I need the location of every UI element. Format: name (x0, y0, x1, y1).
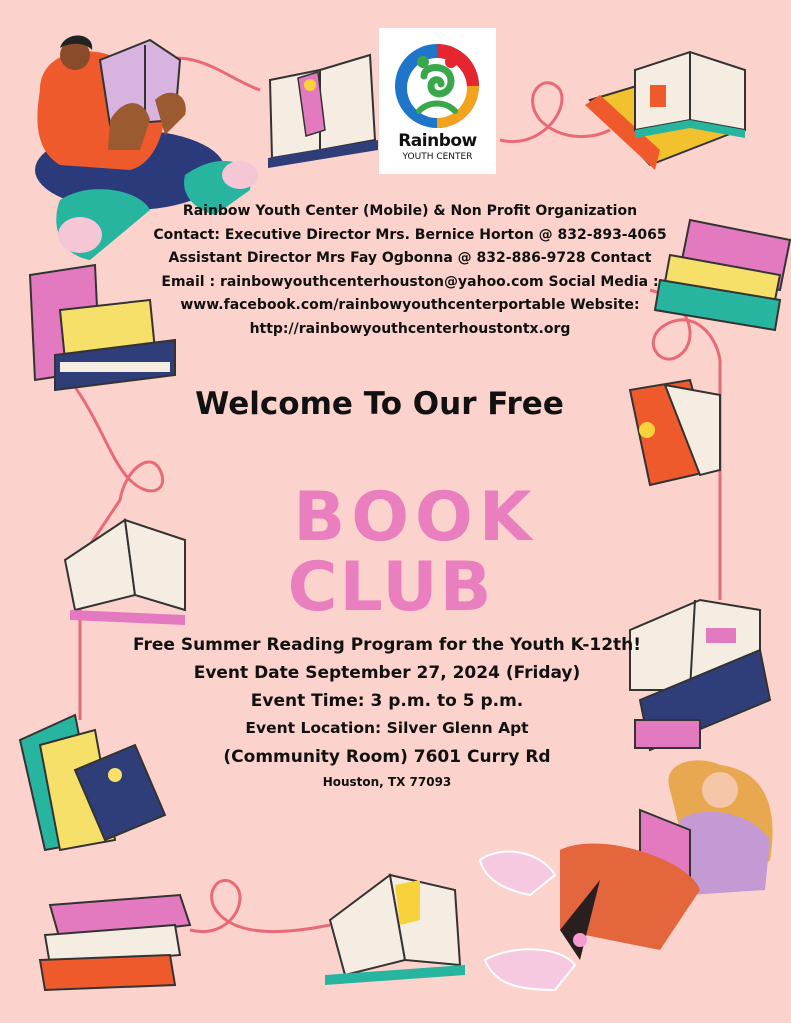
book-stack-bottom-left (40, 895, 190, 990)
logo-subtitle: YOUTH CENTER (402, 152, 473, 162)
contact-line: www.facebook.com/rainbowyouthcenterportable Website: (180, 297, 640, 313)
event-details (0, 631, 774, 792)
contact-line: Assistant Director Mrs Fay Ogbonna @ 832-886-9728 Contact (168, 250, 652, 266)
contact-info (130, 200, 690, 341)
open-book-bottom (325, 875, 465, 985)
book-club-title-word1: BOOK (293, 478, 538, 557)
logo-name: Rainbow (398, 131, 477, 151)
contact-line: Email : rainbowyouthcenterhouston@yahoo.com Social Media : (161, 273, 659, 290)
reading-girl-illustration (480, 760, 773, 990)
book-club-title-word2: CLUB (287, 548, 494, 627)
welcome-heading: Welcome To Our Free (195, 386, 564, 422)
open-book-top (268, 55, 378, 168)
event-time: Event Time: 3 p.m. to 5 p.m. (250, 691, 524, 711)
event-city: Houston, TX 77093 (322, 775, 452, 789)
event-program: Free Summer Reading Program for the Youth K-12th! (132, 635, 642, 655)
contact-line: http://rainbowyouthcenterhoustontx.org (249, 320, 571, 337)
contact-line: Contact: Executive Director Mrs. Bernice Horton @ 832-893-4065 (153, 226, 667, 243)
contact-line: Rainbow Youth Center (Mobile) & Non Profit Organization (182, 203, 638, 219)
event-location: Event Location: Silver Glenn Apt (245, 719, 529, 737)
book-stack-top-right (585, 52, 745, 170)
event-date: Event Date September 27, 2024 (Friday) (193, 663, 581, 683)
rainbow-youth-center-logo (379, 28, 496, 174)
rainbow-logo-icon (389, 36, 486, 131)
event-room: (Community Room) 7601 Curry Rd (223, 747, 551, 767)
